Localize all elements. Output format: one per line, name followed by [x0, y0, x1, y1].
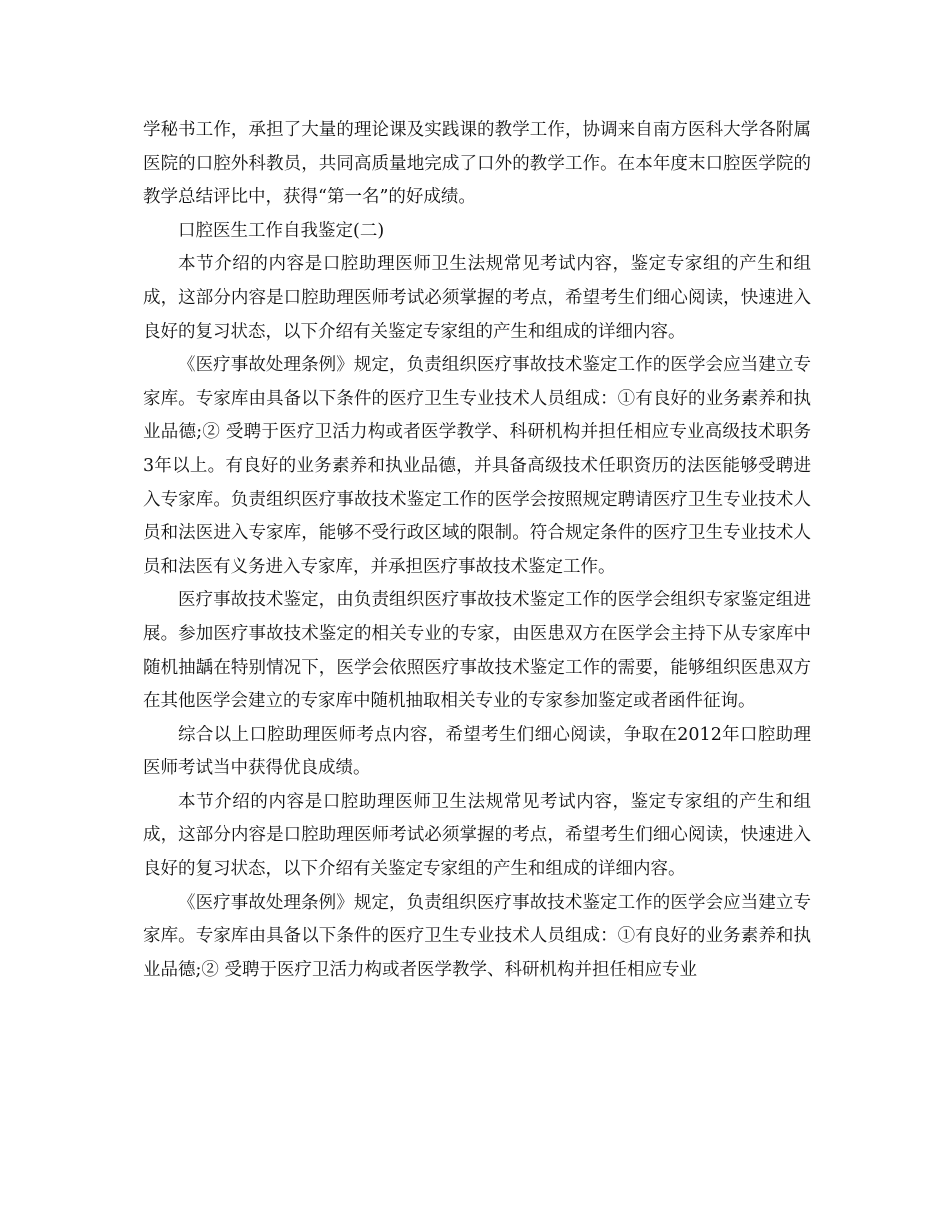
section-heading: 口腔医生工作自我鉴定(二)	[178, 220, 385, 241]
paragraph: 医疗事故技术鉴定，由负责组织医疗事故技术鉴定工作的医学会组织专家鉴定组进展。参加医疗事故技术鉴定的相关专业的专家，由医患双方在医学会主持下从专家库中随机抽龋在特别情况下，医学会依照医疗事故技术鉴定工作的需要，能够组织医患双方在其他医学会建立的专家库中随机抽取相关专业的专家参加鉴定或者函件征询。	[143, 590, 811, 712]
document-body	[143, 114, 811, 987]
paragraph-continuation: 学秘书工作，承担了大量的理论课及实践课的教学工作，协调来自南方医科大学各附属医院的口腔外科教员，共同高质量地完成了口外的教学工作。在本年度末口腔医学院的教学总结评比中，获得“第一名”的好成绩。	[143, 120, 811, 208]
paragraph: 综合以上口腔助理医师考点内容，希望考生们细心阅读，争取在2012年口腔助理医师考试当中获得优良成绩。	[143, 724, 811, 779]
paragraph: 本节介绍的内容是口腔助理医师卫生法规常见考试内容，鉴定专家组的产生和组成，这部分内容是口腔助理医师考试必须掌握的考点，希望考生们细心阅读，快速进入良好的复习状态，以下介绍有关鉴定专家组的产生和组成的详细内容。	[143, 254, 811, 342]
paragraph: 本节介绍的内容是口腔助理医师卫生法规常见考试内容，鉴定专家组的产生和组成，这部分内容是口腔助理医师考试必须掌握的考点，希望考生们细心阅读，快速进入良好的复习状态，以下介绍有关鉴定专家组的产生和组成的详细内容。	[143, 791, 811, 880]
paragraph: 《医疗事故处理条例》规定，负责组织医疗事故技术鉴定工作的医学会应当建立专家库。专家库由具备以下条件的医疗卫生专业技术人员组成：①有良好的业务素养和执业品德;② 受聘于医疗卫活力构或者医学教学、科研机构并担任相应专业高级技术职务3年以上。有良好的业务素养和执业品德，并具备高级技术任职资历的法医能够受聘进入专家库。负责组织医疗事故技术鉴定工作的医学会按照规定聘请医疗卫生专业技术人员和法医进入专家库，能够不受行政区域的限制。符合规定条件的医疗卫生专业技术人员和法医有义务进入专家库，并承担医疗事故技术鉴定工作。	[143, 355, 811, 577]
paragraph: 《医疗事故处理条例》规定，负责组织医疗事故技术鉴定工作的医学会应当建立专家库。专家库由具备以下条件的医疗卫生专业技术人员组成：①有良好的业务素养和执业品德;② 受聘于医疗卫活力构或者医学教学、科研机构并担任相应专业	[143, 892, 811, 980]
